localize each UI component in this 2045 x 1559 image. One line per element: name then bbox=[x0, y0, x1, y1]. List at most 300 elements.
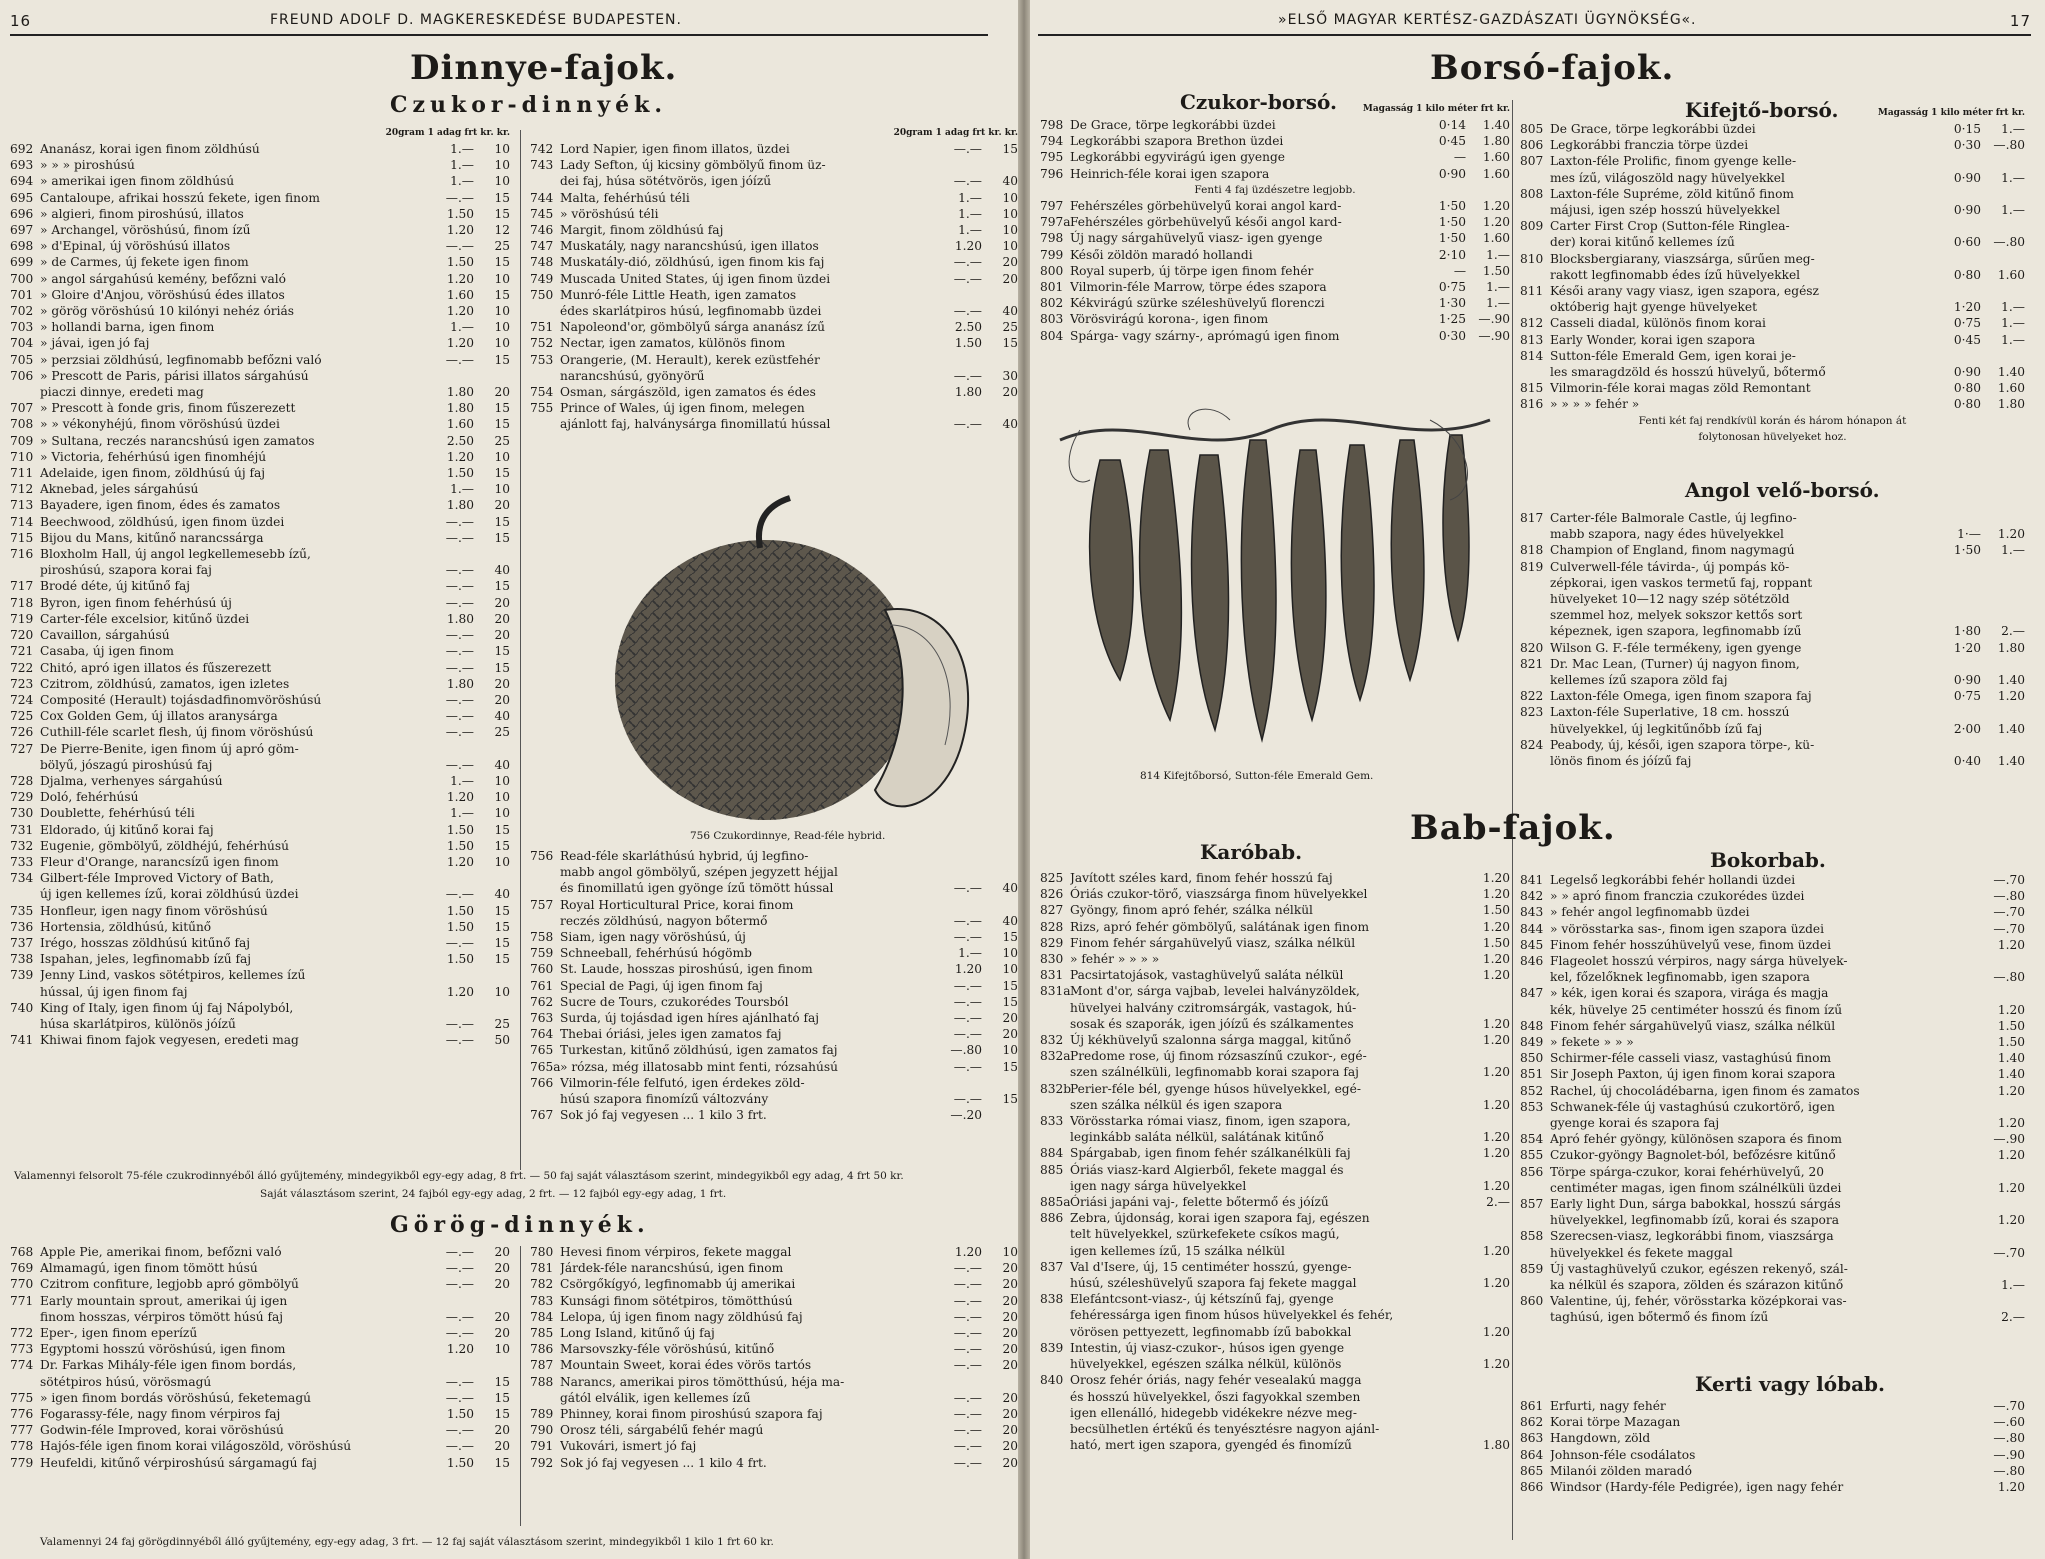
price: 1.40 bbox=[1997, 1051, 2025, 1066]
item-description: Windsor (Hardy-féle Pedigrée), igen nagy fehér bbox=[1550, 1480, 1844, 1495]
catalog-entry bbox=[10, 757, 510, 773]
item-description: gyenge korai és szapora faj bbox=[1550, 1116, 1720, 1131]
item-description: és hosszú hüvelyekkel, őszi fagyokkal szemben bbox=[1070, 1389, 1361, 1404]
item-description: » » apró finom franczia czukorédes üzdei bbox=[1550, 889, 1805, 904]
price: 20 bbox=[1002, 1407, 1018, 1422]
item-number: 832a bbox=[1040, 1049, 1071, 1064]
item-description: Vukovári, ismert jó faj bbox=[560, 1439, 697, 1454]
catalog-entry bbox=[1040, 263, 1510, 279]
item-description: De Grace, törpe legkorábbi üzdei bbox=[1550, 122, 1756, 136]
price: 10 bbox=[1002, 190, 1018, 205]
list-note: Fenti két faj rendkívül korán és három hónapon át bbox=[1638, 414, 1907, 427]
catalog-entry bbox=[10, 886, 510, 902]
item-description: Schneeball, fehérhúsú hógömb bbox=[560, 946, 752, 961]
pea-caption: 814 Kifejtőborsó, Sutton-féle Emerald Gem. bbox=[1140, 770, 1374, 782]
catalog-entry bbox=[1520, 251, 2025, 267]
price-primary: — bbox=[1453, 150, 1466, 165]
price-primary: 1.— bbox=[450, 142, 474, 156]
catalog-entry bbox=[10, 562, 510, 578]
item-description: Finom fehér hosszúhüvelyű vese, finom üzdei bbox=[1550, 937, 1831, 952]
catalog-entry bbox=[1520, 872, 2025, 888]
catalog-entry bbox=[10, 433, 510, 449]
item-number: 765a bbox=[530, 1059, 561, 1074]
item-description: Osman, sárgászöld, igen zamatos és édes bbox=[560, 385, 816, 400]
price: 1.— bbox=[2001, 170, 2025, 185]
item-description: becsülhetlen értékű és tenyésztésre nagyon ajánl- bbox=[1070, 1421, 1380, 1436]
catalog-entry bbox=[530, 1026, 1018, 1042]
price-primary: —.— bbox=[953, 1277, 982, 1292]
item-number: 723 bbox=[10, 676, 34, 691]
catalog-entry bbox=[1040, 1064, 1510, 1080]
item-description: gától elválik, igen kellemes ízű bbox=[560, 1390, 751, 1405]
price: 25 bbox=[494, 433, 510, 448]
catalog-entry bbox=[1040, 1162, 1510, 1178]
item-number: 797 bbox=[1040, 199, 1064, 214]
item-number: 721 bbox=[10, 644, 34, 659]
price-primary: —.— bbox=[445, 1374, 474, 1389]
item-number: 769 bbox=[10, 1261, 34, 1276]
catalog-entry bbox=[1520, 1293, 2025, 1309]
price: 10 bbox=[1002, 223, 1018, 238]
subtitle-bokorbab: Bokorbab. bbox=[1710, 848, 1826, 872]
item-description: Fehérszéles görbehüvelyű korai angol kard- bbox=[1070, 199, 1342, 214]
catalog-entry bbox=[10, 1390, 510, 1406]
item-description: Javított széles kard, finom fehér hosszú faj bbox=[1070, 871, 1333, 885]
melon-list-col2 bbox=[530, 128, 1018, 433]
item-description: Casaba, új igen finom bbox=[40, 644, 174, 659]
melon-illustration bbox=[590, 490, 990, 830]
catalog-entry bbox=[530, 1091, 1018, 1107]
item-number: 715 bbox=[10, 530, 34, 545]
catalog-entry bbox=[530, 206, 1018, 222]
item-number: 851 bbox=[1520, 1067, 1544, 1082]
catalog-entry bbox=[1520, 1228, 2025, 1244]
catalog-entry bbox=[10, 708, 510, 724]
price-primary: 1·50 bbox=[1953, 543, 1981, 558]
item-number: 700 bbox=[10, 271, 34, 286]
price: —.80 bbox=[1993, 970, 2025, 985]
catalog-entry bbox=[530, 1341, 1018, 1357]
catalog-entry bbox=[1520, 283, 2025, 299]
item-description: Ananász, korai igen finom zöldhúsú bbox=[40, 142, 260, 156]
right-page bbox=[1030, 0, 2045, 1559]
catalog-entry bbox=[1040, 1113, 1510, 1129]
item-description: Sucre de Tours, czukorédes Toursból bbox=[560, 994, 789, 1009]
price: 20 bbox=[1002, 1439, 1018, 1454]
price: 20 bbox=[494, 498, 510, 513]
catalog-entry bbox=[1520, 380, 2025, 396]
item-number: 761 bbox=[530, 978, 554, 993]
item-description: Prince of Wales, új igen finom, melegen bbox=[560, 401, 805, 416]
price-primary: 0·90 bbox=[1953, 673, 1981, 688]
item-number: 863 bbox=[1520, 1431, 1544, 1446]
catalog-entry bbox=[10, 903, 510, 919]
price: 1.50 bbox=[1482, 935, 1510, 950]
price: 20 bbox=[1002, 1309, 1018, 1324]
item-description: Lady Sefton, új kicsiny gömbölyű finom üz- bbox=[560, 158, 826, 173]
item-number: 773 bbox=[10, 1342, 34, 1357]
catalog-entry bbox=[10, 254, 510, 270]
item-description: Almamagú, igen finom tömött húsú bbox=[40, 1261, 258, 1276]
price-primary: —.— bbox=[445, 579, 474, 594]
price-primary: —.— bbox=[445, 1423, 474, 1438]
item-number: 837 bbox=[1040, 1259, 1064, 1274]
item-number: 698 bbox=[10, 239, 34, 254]
item-number: 722 bbox=[10, 660, 34, 675]
price-primary: 1.20 bbox=[446, 984, 474, 999]
price: 1.— bbox=[1486, 247, 1510, 262]
item-number: 843 bbox=[1520, 905, 1544, 920]
item-number: 719 bbox=[10, 611, 34, 626]
price-primary: —.— bbox=[445, 692, 474, 707]
catalog-entry bbox=[1520, 1147, 2025, 1163]
item-number: 762 bbox=[530, 994, 554, 1009]
price-primary: 1.— bbox=[958, 190, 982, 205]
item-number: 754 bbox=[530, 385, 554, 400]
price: 20 bbox=[494, 595, 510, 610]
melon-list-col1 bbox=[10, 128, 510, 1048]
price: 25 bbox=[494, 725, 510, 740]
item-number: 844 bbox=[1520, 921, 1544, 936]
item-description: » fehér angol legfinomabb üzdei bbox=[1550, 905, 1750, 920]
item-number: 779 bbox=[10, 1455, 34, 1470]
item-number: 802 bbox=[1040, 296, 1064, 311]
item-description: Carter First Crop (Sutton-féle Ringlea- bbox=[1550, 219, 1790, 234]
catalog-entry bbox=[10, 271, 510, 287]
item-number: 805 bbox=[1520, 122, 1544, 136]
catalog-entry bbox=[1040, 279, 1510, 295]
subtitle-karobab: Karóbab. bbox=[1200, 840, 1303, 864]
item-number: 860 bbox=[1520, 1294, 1544, 1309]
price-primary: —.— bbox=[953, 174, 982, 189]
catalog-entry bbox=[1520, 969, 2025, 985]
item-description: » Sultana, reczés narancshúsú igen zamatos bbox=[40, 433, 315, 448]
item-description: Chitó, apró igen illatos és fűszerezett bbox=[40, 660, 272, 675]
item-description: Orangerie, (M. Herault), kerek ezüstfehér bbox=[560, 352, 820, 367]
price: 15 bbox=[1002, 978, 1018, 993]
price: 50 bbox=[494, 1033, 510, 1048]
price-primary: —.— bbox=[953, 1293, 982, 1308]
catalog-entry bbox=[530, 238, 1018, 254]
price-primary: 0·45 bbox=[1953, 332, 1981, 347]
price-primary: 1.20 bbox=[954, 1245, 982, 1259]
catalog-entry bbox=[10, 287, 510, 303]
item-description: Pacsirtatojások, vastaghüvelyű saláta nélkül bbox=[1070, 968, 1344, 983]
catalog-entry bbox=[1520, 607, 2025, 623]
item-description: kék, hüvelye 25 centiméter hosszú és finom ízű bbox=[1550, 1002, 1843, 1017]
price: 10 bbox=[494, 482, 510, 497]
catalog-entry bbox=[10, 157, 510, 173]
item-description: Doló, fehérhúsú bbox=[40, 790, 139, 805]
item-description: Champion of England, finom nagymagú bbox=[1550, 543, 1795, 558]
item-description: Marsovszky-féle vöröshúsú, kitűnő bbox=[560, 1342, 775, 1357]
price: 15 bbox=[1002, 930, 1018, 945]
price: 20 bbox=[1002, 1390, 1018, 1405]
catalog-entry bbox=[1520, 985, 2025, 1001]
catalog-entry bbox=[530, 1010, 1018, 1026]
catalog-entry bbox=[530, 1042, 1018, 1058]
catalog-entry bbox=[1520, 1066, 2025, 1082]
catalog-entry bbox=[530, 913, 1018, 929]
item-number: 825 bbox=[1040, 871, 1064, 885]
catalog-entry bbox=[530, 222, 1018, 238]
catalog-entry bbox=[1520, 1083, 2025, 1099]
broad-bean-list bbox=[1520, 1398, 2025, 1495]
price-primary: —.— bbox=[445, 887, 474, 902]
catalog-entry bbox=[1520, 1479, 2025, 1495]
price-primary: —.— bbox=[953, 417, 982, 432]
price: 40 bbox=[1002, 417, 1018, 432]
price-primary: 1.50 bbox=[446, 903, 474, 918]
price: 2.— bbox=[2001, 1310, 2025, 1325]
price: 20 bbox=[494, 676, 510, 691]
price: 1.40 bbox=[1997, 1067, 2025, 1082]
item-description: Margit, finom zöldhúsú faj bbox=[560, 223, 724, 238]
item-description: Culverwell-féle távirda-, új pompás kö- bbox=[1550, 559, 1790, 574]
item-number: 812 bbox=[1520, 316, 1544, 331]
price-primary: 1.— bbox=[958, 223, 982, 238]
item-description: » » vékonyhéjú, finom vöröshúsú üzdei bbox=[40, 417, 280, 432]
item-description: Sir Joseph Paxton, új igen finom korai szapora bbox=[1550, 1067, 1836, 1082]
item-number: 852 bbox=[1520, 1083, 1544, 1098]
catalog-entry bbox=[1040, 198, 1510, 214]
item-description: Vilmorin-féle felfutó, igen érdekes zöld- bbox=[560, 1075, 805, 1090]
item-number: 697 bbox=[10, 223, 34, 238]
item-description: Czukor-gyöngy Bagnolet-ból, befőzésre kitűnő bbox=[1550, 1148, 1836, 1163]
price-primary: 1.20 bbox=[446, 854, 474, 869]
item-description: telt hüvelyekkel, szürkefekete csíkos magú, bbox=[1070, 1227, 1340, 1242]
item-description: Késői arany vagy viasz, igen szapora, egész bbox=[1550, 284, 1819, 299]
price-primary: 1.— bbox=[450, 320, 474, 335]
catalog-entry bbox=[1520, 1018, 2025, 1034]
item-description: Cuthill-féle scarlet flesh, új finom vöröshúsú bbox=[40, 725, 314, 740]
item-description: » vörösstarka sas-, finom igen szapora üzdei bbox=[1550, 921, 1824, 936]
item-number: 826 bbox=[1040, 887, 1064, 902]
price: 1.— bbox=[2001, 203, 2025, 218]
catalog-entry bbox=[530, 929, 1018, 945]
catalog-entry bbox=[1040, 1340, 1510, 1356]
item-number: 839 bbox=[1040, 1340, 1064, 1355]
item-description: édes skarlátpiros húsú, legfinomabb üzdei bbox=[560, 304, 822, 319]
price: 10 bbox=[494, 304, 510, 319]
price: 20 bbox=[1002, 1342, 1018, 1357]
item-number: 789 bbox=[530, 1407, 554, 1422]
column-header: Magasság 1 kilo méter frt kr. bbox=[1362, 104, 1510, 114]
item-number: 759 bbox=[530, 946, 554, 961]
catalog-entry bbox=[1520, 753, 2025, 769]
item-number: 735 bbox=[10, 903, 34, 918]
price: 25 bbox=[494, 1016, 510, 1031]
item-description: Laxton-féle Omega, igen finom szapora faj bbox=[1550, 689, 1812, 704]
item-description: Orosz téli, sárgabélű fehér magú bbox=[560, 1423, 764, 1438]
item-number: 737 bbox=[10, 935, 34, 950]
catalog-entry bbox=[10, 854, 510, 870]
item-description: Spárgabab, igen finom fehér szálkanélküli faj bbox=[1070, 1146, 1351, 1161]
catalog-entry bbox=[10, 1374, 510, 1390]
catalog-entry bbox=[10, 319, 510, 335]
item-number: 858 bbox=[1520, 1229, 1544, 1244]
item-number: 771 bbox=[10, 1293, 34, 1308]
price-primary: 1·25 bbox=[1438, 312, 1466, 327]
item-description: Predome rose, új finom rózsaszínű czukor-, egé- bbox=[1070, 1049, 1367, 1064]
item-description: Csörgőkígyó, legfinomabb új amerikai bbox=[560, 1277, 796, 1292]
price-primary: 1.50 bbox=[446, 1455, 474, 1470]
price-primary: 1.— bbox=[450, 158, 474, 173]
catalog-entry bbox=[530, 1107, 1018, 1123]
price: 10 bbox=[494, 320, 510, 335]
item-description: Elefántcsont-viasz-, új kétszínű faj, gyenge bbox=[1070, 1292, 1334, 1307]
price-primary: —.— bbox=[445, 530, 474, 545]
catalog-entry bbox=[1040, 230, 1510, 246]
item-number: 711 bbox=[10, 466, 34, 481]
price: 1.20 bbox=[1482, 1016, 1510, 1031]
item-number: 833 bbox=[1040, 1114, 1064, 1129]
column-divider bbox=[520, 130, 521, 1170]
item-description: hüvelyeket 10—12 nagy szép sötétzöld bbox=[1550, 592, 1790, 607]
item-number: 717 bbox=[10, 579, 34, 594]
catalog-entry bbox=[1040, 951, 1510, 967]
price: 20 bbox=[494, 628, 510, 643]
catalog-entry bbox=[1520, 1115, 2025, 1131]
catalog-entry bbox=[1520, 267, 2025, 283]
item-description: Royal Horticultural Price, korai finom bbox=[560, 897, 794, 912]
price-primary: 1.20 bbox=[954, 239, 982, 254]
price-primary: —.— bbox=[953, 1407, 982, 1422]
item-number: 886 bbox=[1040, 1211, 1064, 1226]
catalog-entry bbox=[1040, 1243, 1510, 1259]
price-primary: 1·80 bbox=[1953, 624, 1981, 639]
item-number: 727 bbox=[10, 741, 34, 756]
running-head-text-right: »ELSŐ MAGYAR KERTÉSZ-GAZDÁSZATI ÜGYNÖKSÉG«. bbox=[1278, 12, 1697, 28]
catalog-entry bbox=[1040, 886, 1510, 902]
catalog-entry bbox=[530, 1260, 1018, 1276]
price: 1.20 bbox=[1482, 919, 1510, 934]
melon-list-col2b bbox=[530, 848, 1018, 1123]
item-description: Munró-féle Little Heath, igen zamatos bbox=[560, 287, 797, 302]
price-primary: —.— bbox=[953, 1342, 982, 1357]
price: 1.60 bbox=[1482, 166, 1510, 181]
item-number: 709 bbox=[10, 433, 34, 448]
price: 1.20 bbox=[1482, 1276, 1510, 1291]
catalog-entry bbox=[10, 741, 510, 757]
catalog-entry bbox=[1520, 1034, 2025, 1050]
item-description: Djalma, verhenyes sárgahúsú bbox=[40, 773, 223, 788]
catalog-entry bbox=[530, 1293, 1018, 1309]
item-number: 693 bbox=[10, 158, 34, 173]
item-description: Kékvirágú szürke széleshüvelyű florenczi bbox=[1070, 296, 1325, 311]
catalog-entry bbox=[10, 400, 510, 416]
price: 1.— bbox=[2001, 316, 2025, 331]
item-number: 751 bbox=[530, 320, 554, 335]
item-description: Early Wonder, korai igen szapora bbox=[1550, 332, 1756, 347]
price: 10 bbox=[494, 984, 510, 999]
catalog-entry bbox=[530, 173, 1018, 189]
item-number: 758 bbox=[530, 930, 554, 945]
page-number-right: 17 bbox=[2009, 12, 2031, 30]
catalog-entry bbox=[1040, 967, 1510, 983]
item-description: » hollandi barna, igen finom bbox=[40, 320, 215, 335]
catalog-entry bbox=[1040, 1000, 1510, 1016]
subtitle-kifejto-borso: Kifejtő-borsó. bbox=[1685, 98, 1839, 122]
catalog-entry bbox=[10, 643, 510, 659]
item-number: 809 bbox=[1520, 219, 1544, 234]
item-number: 832b bbox=[1040, 1081, 1072, 1096]
price-primary: —.— bbox=[953, 994, 982, 1009]
item-description: szen szálnélküli, legfinomabb korai szapora faj bbox=[1070, 1065, 1359, 1080]
catalog-entry bbox=[1520, 672, 2025, 688]
catalog-entry bbox=[1040, 1372, 1510, 1388]
item-description: » Archangel, vöröshúsú, finom ízű bbox=[40, 223, 251, 238]
catalog-entry bbox=[1040, 247, 1510, 263]
item-description: Composité (Herault) tojásdadfinomvöröshúsú bbox=[40, 692, 322, 707]
price-primary: —.80 bbox=[950, 1043, 982, 1058]
price-primary: —.— bbox=[445, 352, 474, 367]
item-description: Hajós-féle igen finom korai világoszöld, vöröshúsú bbox=[40, 1439, 352, 1454]
item-description: hússal, új igen finom faj bbox=[40, 984, 188, 999]
price: 15 bbox=[494, 206, 510, 221]
item-number: 808 bbox=[1520, 186, 1544, 201]
catalog-entry bbox=[10, 449, 510, 465]
price-primary: 1·30 bbox=[1438, 296, 1466, 311]
price: 40 bbox=[1002, 881, 1018, 896]
item-number: 694 bbox=[10, 174, 34, 189]
price-primary: 1.50 bbox=[954, 336, 982, 351]
item-description: Doublette, fehérhúsú téli bbox=[40, 806, 195, 821]
catalog-entry bbox=[1040, 117, 1510, 133]
footnote-gorog-collection: Valamennyi 24 faj görögdinnyéből álló gyűjtemény, egy-egy adag, 3 frt. — 12 faj saját választásom szerint, mindegyikből 1 kilo 1 frt 60 kr. bbox=[40, 1536, 774, 1548]
price: 15 bbox=[1002, 994, 1018, 1009]
shelling-pea-list bbox=[1520, 108, 2025, 445]
price-primary: —.— bbox=[445, 1033, 474, 1048]
catalog-entry bbox=[530, 1455, 1018, 1471]
item-number: 790 bbox=[530, 1423, 554, 1438]
catalog-entry bbox=[1520, 1180, 2025, 1196]
catalog-entry bbox=[530, 1325, 1018, 1341]
price-primary: 1.50 bbox=[446, 952, 474, 967]
catalog-entry bbox=[10, 660, 510, 676]
item-description: bölyű, jószagú piroshúsú faj bbox=[40, 757, 213, 772]
catalog-entry bbox=[10, 1357, 510, 1373]
price-primary: 1.80 bbox=[446, 401, 474, 416]
item-number: 885a bbox=[1040, 1195, 1071, 1210]
price: 1.20 bbox=[1482, 1324, 1510, 1339]
item-number: 861 bbox=[1520, 1399, 1544, 1413]
item-number: 813 bbox=[1520, 332, 1544, 347]
catalog-entry bbox=[1520, 526, 2025, 542]
item-number: 859 bbox=[1520, 1261, 1544, 1276]
item-description: Beechwood, zöldhúsú, igen finom üzdei bbox=[40, 514, 285, 529]
item-description: Egyptomi hosszú vöröshúsú, igen finom bbox=[40, 1342, 286, 1357]
price: 15 bbox=[494, 1390, 510, 1405]
price-primary: 1·50 bbox=[1438, 199, 1466, 214]
catalog-entry bbox=[530, 864, 1018, 880]
price-primary: 0·80 bbox=[1953, 267, 1981, 282]
item-number: 801 bbox=[1040, 280, 1064, 295]
item-number: 842 bbox=[1520, 889, 1544, 904]
item-number: 720 bbox=[10, 628, 34, 643]
item-number: 757 bbox=[530, 897, 554, 912]
item-number: 738 bbox=[10, 952, 34, 967]
item-number: 811 bbox=[1520, 284, 1544, 299]
item-number: 752 bbox=[530, 336, 554, 351]
item-number: 780 bbox=[530, 1245, 554, 1259]
item-description: Siam, igen nagy vöröshúsú, új bbox=[560, 930, 746, 945]
item-number: 798 bbox=[1040, 231, 1064, 246]
item-number: 845 bbox=[1520, 937, 1544, 952]
catalog-entry bbox=[530, 1357, 1018, 1373]
item-description: Új nagy sárgahüvelyű viasz- igen gyenge bbox=[1070, 231, 1323, 246]
price: 10 bbox=[494, 806, 510, 821]
